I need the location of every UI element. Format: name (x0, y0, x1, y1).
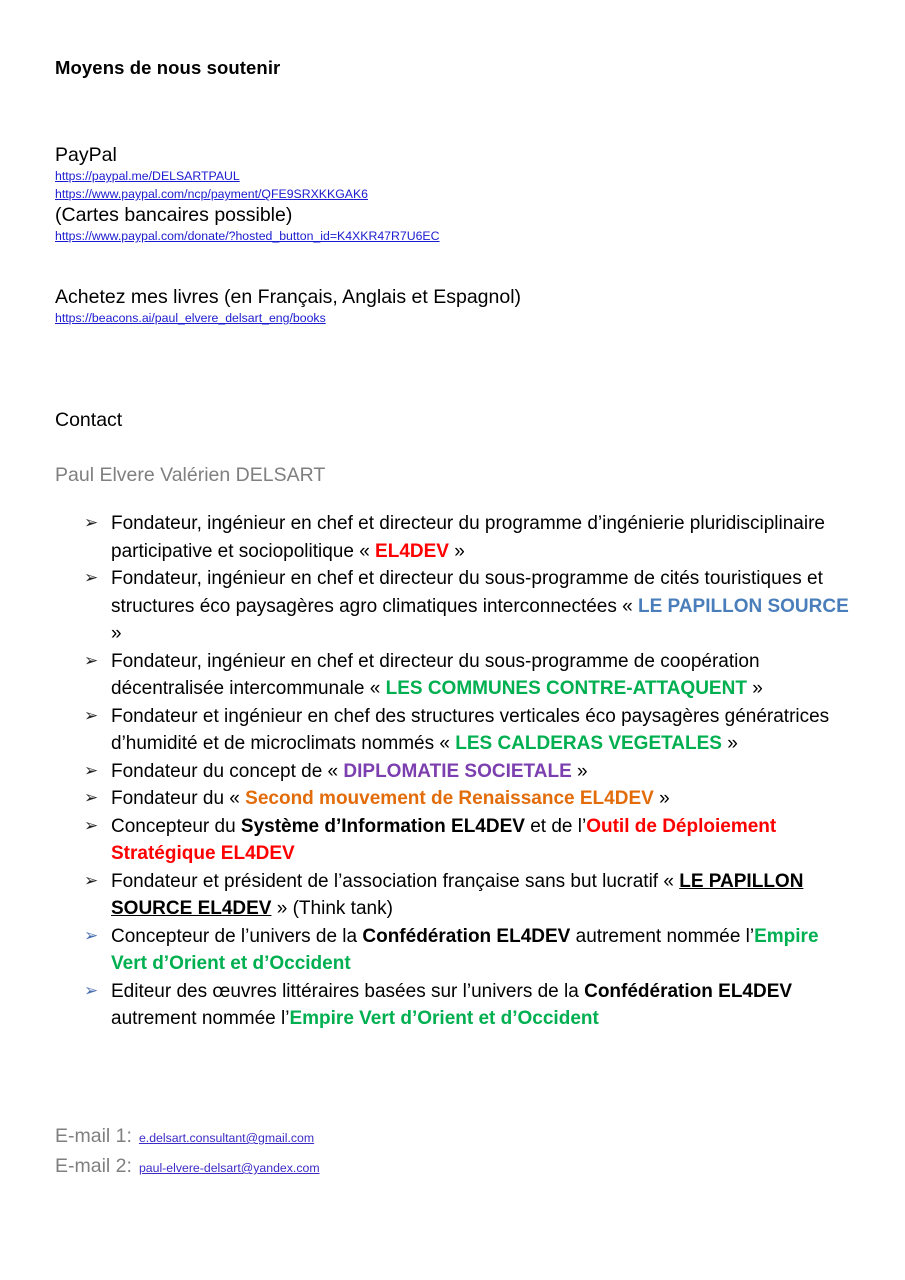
books-beacons-link[interactable]: https://beacons.ai/paul_elvere_delsart_eng/books (55, 311, 326, 325)
emphasis-text: LE PAPILLON SOURCE EL4DEV (111, 870, 804, 919)
plain-text: Concepteur de l’univers de la (111, 925, 363, 947)
plain-text: et de l’ (524, 815, 587, 837)
emphasis-text: LES COMMUNES CONTRE-ATTAQUENT (385, 678, 747, 699)
plain-text: Fondateur du « (111, 788, 246, 809)
list-item-text (111, 703, 854, 758)
arrowhead-bullet-icon: ➢ (84, 788, 99, 808)
arrowhead-bullet-icon: ➢ (84, 513, 99, 533)
plain-text: » (Think tank) (271, 898, 393, 919)
list-item-text (111, 813, 854, 868)
list-item (84, 978, 854, 1033)
emphasis-text: Outil de Déploiement Stratégique EL4DEV (111, 815, 777, 864)
plain-text: autrement nommée l’ (570, 925, 755, 947)
list-item-text (111, 565, 854, 648)
list-item (84, 785, 854, 813)
contact-section (55, 408, 122, 432)
emphasis-text: LE PAPILLON SOURCE (638, 595, 849, 617)
plain-text: Fondateur et ingénieur en chef des structures verticales éco paysagères génératrices d’humidité et de microclimats nommés « (111, 705, 830, 754)
arrowhead-bullet-icon: ➢ (84, 980, 99, 1001)
email-row (55, 1152, 320, 1182)
arrowhead-bullet-icon: ➢ (84, 705, 99, 726)
list-item (84, 565, 854, 648)
plain-text: » (111, 623, 122, 644)
list-item (84, 813, 854, 868)
list-item-text (111, 978, 854, 1033)
email-section (55, 1122, 320, 1182)
emphasis-text: Système d’Information EL4DEV (240, 815, 525, 837)
emphasis-text: Empire Vert d’Orient et d’Occident (111, 925, 819, 974)
plain-text: » (746, 678, 763, 699)
list-item (84, 510, 854, 565)
author-name: Paul Elvere Valérien DELSART (55, 464, 326, 486)
plain-text: Fondateur, ingénieur en chef et directeur du programme d’ingénierie pluridisciplinaire participative et sociopolitique « (111, 513, 825, 562)
plain-text: » (721, 733, 738, 754)
list-item (84, 758, 854, 786)
page-title: Moyens de nous soutenir (55, 57, 281, 78)
paypal-cards-note: (Cartes bancaires possible) (55, 204, 293, 226)
emphasis-text: DIPLOMATIE SOCIETALE (343, 760, 572, 782)
list-item (84, 703, 854, 758)
arrowhead-bullet-icon: ➢ (84, 760, 99, 781)
plain-text: Fondateur, ingénieur en chef et directeur du sous-programme de coopération décentralisée intercommunale « (111, 650, 760, 699)
list-item-text (111, 758, 854, 786)
list-item-text (111, 785, 854, 813)
list-item (84, 868, 854, 923)
paypal-donate-link[interactable]: https://www.paypal.com/donate/?hosted_button_id=K4XKR47R7U6EC (55, 229, 440, 243)
arrowhead-bullet-icon: ➢ (84, 925, 99, 946)
plain-text: Fondateur et président de l’association française sans but lucratif « (111, 870, 680, 892)
email-row (55, 1122, 320, 1152)
list-item-text (111, 510, 854, 565)
books-section (55, 285, 521, 327)
email-label: E-mail 2: (55, 1155, 132, 1177)
emphasis-text: Second mouvement de Renaissance EL4DEV (245, 788, 654, 809)
roles-bullet-list (84, 510, 854, 1033)
paypal-ncp-payment-link[interactable]: https://www.paypal.com/ncp/payment/QFE9SRXKKGAK6 (55, 187, 369, 201)
list-item-text (111, 923, 854, 978)
plain-text: » (448, 540, 465, 562)
paypal-heading: PayPal (55, 144, 117, 166)
books-heading: Achetez mes livres (en Français, Anglais et Espagnol) (55, 286, 522, 308)
paypal-section (55, 143, 440, 245)
list-item-text (111, 648, 854, 703)
list-item-text (111, 868, 854, 923)
paypal-me-link[interactable]: https://paypal.me/DELSARTPAUL (55, 169, 240, 183)
plain-text: » (653, 788, 670, 809)
plain-text: » (571, 760, 588, 782)
plain-text: Fondateur du concept de « (111, 760, 344, 782)
email-label: E-mail 1: (55, 1125, 132, 1147)
arrowhead-bullet-icon: ➢ (84, 870, 99, 891)
plain-text: Editeur des œuvres littéraires basées sur l’univers de la (111, 980, 585, 1002)
arrowhead-bullet-icon: ➢ (84, 815, 99, 836)
contact-heading: Contact (55, 409, 123, 431)
emphasis-text: Empire Vert d’Orient et d’Occident (289, 1008, 599, 1029)
arrowhead-bullet-icon: ➢ (84, 568, 99, 588)
email-address-link[interactable]: paul-elvere-delsart@yandex.com (138, 1161, 320, 1175)
plain-text: autrement nommée l’ (111, 1008, 290, 1029)
arrowhead-bullet-icon: ➢ (84, 650, 99, 671)
plain-text: Fondateur, ingénieur en chef et directeur du sous-programme de cités touristiques et structures éco paysagères agro climatiques interconnectées « (111, 568, 823, 617)
email-address-link[interactable]: e.delsart.consultant@gmail.com (138, 1131, 315, 1145)
list-item (84, 923, 854, 978)
list-item (84, 648, 854, 703)
emphasis-text: Confédération EL4DEV (584, 980, 793, 1002)
emphasis-text: LES CALDERAS VEGETALES (455, 733, 722, 754)
plain-text: Concepteur du (111, 815, 241, 837)
emphasis-text: Confédération EL4DEV (362, 925, 571, 947)
emphasis-text: EL4DEV (375, 540, 449, 562)
